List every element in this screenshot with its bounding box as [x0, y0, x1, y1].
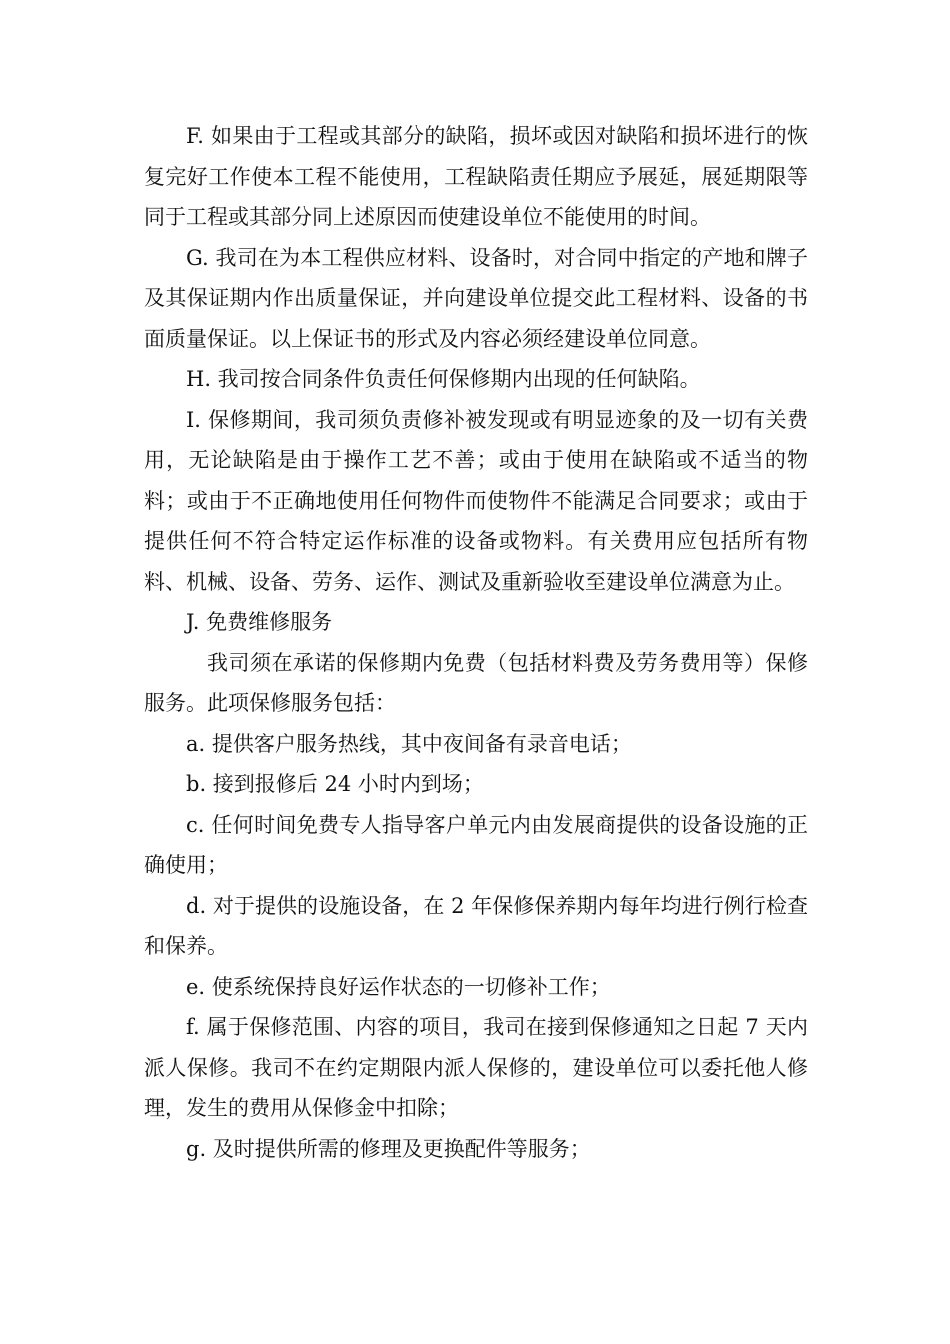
list-item-e: e. 使系统保持良好运作状态的一切修补工作；: [186, 974, 611, 999]
list-item-d: d. 对于提供的设施设备，在 2 年保修保养期内每年均进行例行检查和保养。: [144, 893, 808, 958]
list-item-b: b. 接到报修后 24 小时内到场；: [186, 772, 484, 796]
paragraph-j-heading: J. 免费维修服务: [186, 610, 333, 634]
list-item-g: g. 及时提供所需的修理及更换配件等服务；: [186, 1136, 591, 1161]
list-item-f: f. 属于保修范围、内容的项目，我司在接到保修通知之日起 7 天内派人保修。我司不在约定期限内派人保修的，建设单位可以委托他人修理，发生的费用从保修金中扣除；: [144, 1015, 808, 1120]
paragraph-i: I. 保修期间，我司须负责修补被发现或有明显迹象的及一切有关费用，无论缺陷是由于操作工艺不善；或由于使用在缺陷或不适当的物料；或由于不正确地使用任何物件而使物件不能满足合同要求；或由于提供任何不符合特定运作标准的设备或物料。有关费用应包括所有物料、机械、设备、劳务、运作、测试及重新验收至建设单位满意为止。: [144, 407, 808, 594]
list-item-c: c. 任何时间免费专人指导客户单元内由发展商提供的设备设施的正确使用；: [144, 812, 808, 877]
document-body: [144, 116, 808, 1169]
paragraph-g: G. 我司在为本工程供应材料、设备时，对合同中指定的产地和牌子及其保证期内作出质量保证，并向建设单位提交此工程材料、设备的书面质量保证。以上保证书的形式及内容必须经建设单位同意。: [144, 245, 808, 351]
paragraph-j-body: 我司须在承诺的保修期内免费（包括材料费及劳务费用等）保修服务。此项保修服务包括：: [144, 650, 808, 715]
list-item-a: a. 提供客户服务热线，其中夜间备有录音电话；: [186, 731, 632, 756]
paragraph-f: F. 如果由于工程或其部分的缺陷，损坏或因对缺陷和损坏进行的恢复完好工作使本工程不能使用，工程缺陷责任期应予展延，展延期限等同于工程或其部分同上述原因而使建设单位不能使用的时间。: [144, 124, 808, 229]
paragraph-h: H. 我司按合同条件负责任何保修期内出现的任何缺陷。: [186, 367, 701, 391]
